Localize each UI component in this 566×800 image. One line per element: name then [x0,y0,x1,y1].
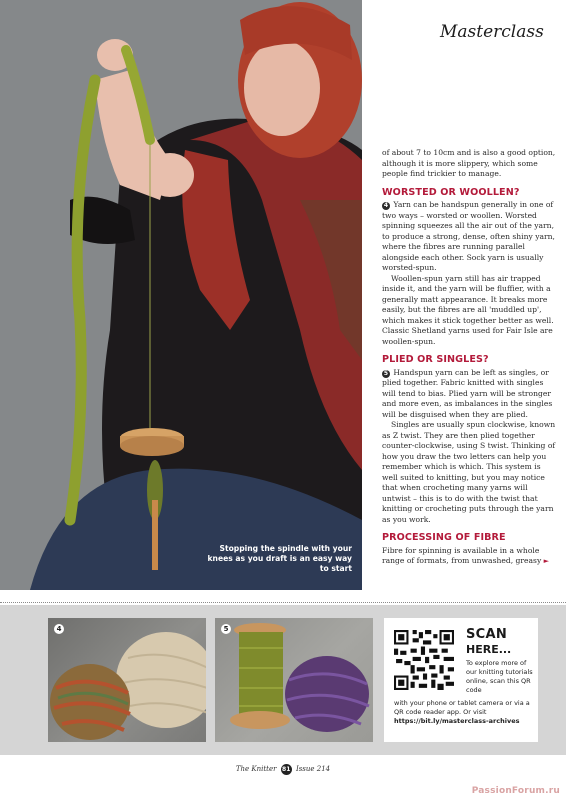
qr-instructions-continued: with your phone or tablet camera or via a QR code reader app. Or visit https://bit.ly/masterclass-archives [394,699,530,725]
issue-number: Issue 214 [295,765,331,773]
spinner-illustration [0,0,362,590]
masterclass-archive-link[interactable]: https://bit.ly/masterclass-archives [394,717,520,725]
step-number-badge: 5 [383,369,389,377]
step-number-badge: 4 [383,202,389,209]
heading-plied-singles: PLIED OR SINGLES? [382,354,489,365]
photo-number-badge: 4 [54,624,64,634]
spools-photo [215,618,373,742]
page-footer [0,764,566,775]
dotted-divider [0,602,566,603]
watermark: PassionForum.ru [471,786,560,796]
photo-number-badge: 5 [221,624,231,634]
heading-worsted-woollen: WORSTED OR WOOLLEN? [382,186,520,198]
magazine-name: The Knitter [235,765,277,773]
continue-arrow-icon: ► [543,557,550,565]
photo-caption: Stopping the spindle with your knees as you draft is an easy way to start [207,544,352,573]
heading-processing-fibre: PROCESSING OF FIBRE [382,532,506,543]
intro-paragraph: of about 7 to 10cm and is also a good option, although it is more slippery, which some people find trickier to manage. [382,148,556,178]
qr-instructions: To explore more of our knitting tutorials online, scan this QR code [466,659,533,694]
qr-title: SCAN [466,627,508,642]
section-title: Masterclass [440,22,544,42]
paragraph-worsted-2: Woollen-spun yarn still has air trapped inside it, and the yarn will be fluffier, with a generally matt appearance. It breaks more easily, but the fibres are all 'muddled up', which makes it stick together better as well. Classic Shetland yarns used for Fair Isle are woollen-spun. [382,273,554,346]
paragraph-plied-1: 5 Handspun yarn can be left as singles, or plied together. Fabric knitted with singles will tend to bias. Plied yarn will be stronger and more even, as imbalances in the singles will be disguised when they are plied. [382,367,553,419]
qr-panel [384,618,538,742]
qr-code-icon[interactable] [394,630,454,690]
qr-subtitle: HERE... [466,643,512,656]
paragraph-plied-2: Singles are usually spun clockwise, known as Z twist. They are then plied together counter-clockwise, using S twist. Thinking of how you draw the two letters can help you remember which is which. This system is well suited to knitting, but you may notice that when crocheting many yarns will untwist – this is to do with the twist that knitting or crocheting puts through the yarn as you work. [382,420,556,524]
page-number: 81 [282,766,291,773]
paragraph-worsted-1: 4 Yarn can be handspun generally in one of two ways – worsted or woollen. Worsted spinning squeezes all the air out of the yarn, to produce a strong, dense, often shiny yarn, where the fibres are running parallel alongside each other. Sock yarn is usually worsted-spun. [382,200,555,272]
hero-photo [0,0,362,590]
article-column [382,148,558,567]
yarn-balls-photo [48,618,206,742]
paragraph-processing: Fibre for spinning is available in a whole range of formats, from unwashed, greasy ► [382,545,550,565]
